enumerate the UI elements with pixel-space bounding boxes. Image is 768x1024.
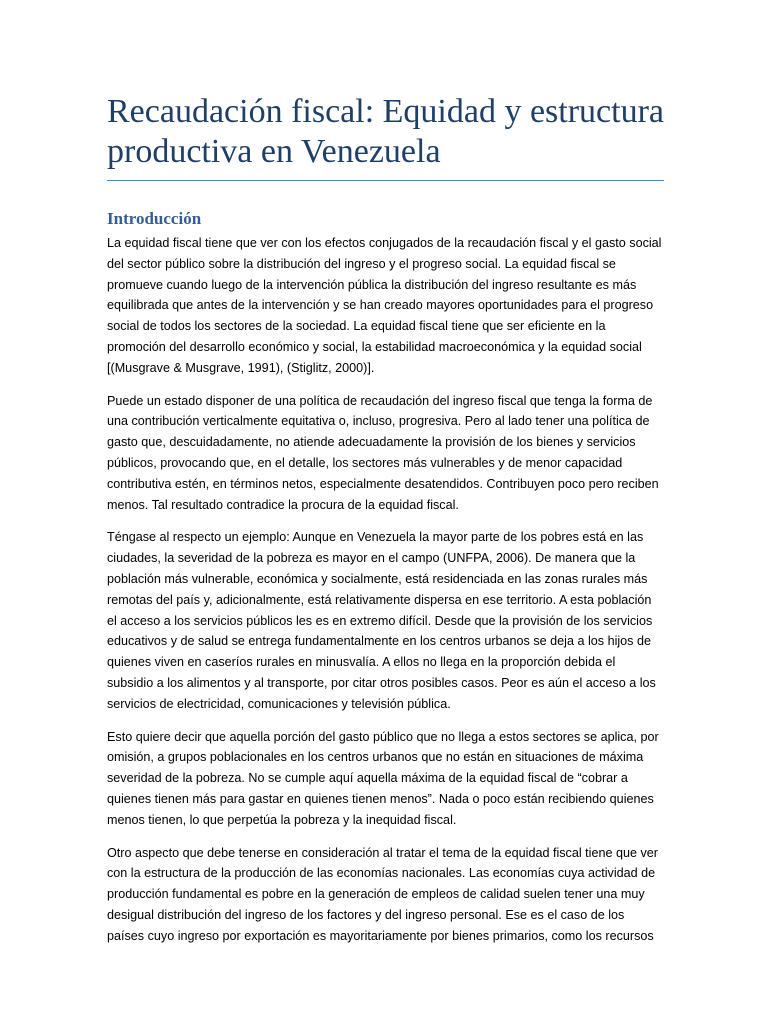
document-title: Recaudación fiscal: Equidad y estructura productiva en Venezuela (107, 92, 664, 181)
paragraph-1: La equidad fiscal tiene que ver con los efectos conjugados de la recaudación fiscal y el gasto social del sector público sobre la distribución del ingreso y el progreso social. La equidad fiscal se promueve cuando luego de la intervención pública la distribución del ingreso resultante es más equilibrada que antes de la intervención y se han creado mayores oportunidades para el progreso social de todos los sectores de la sociedad. La equidad fiscal tiene que ser eficiente en la promoción del desarrollo económico y social, la estabilidad macroeconómica y la equidad social [(Musgrave & Musgrave, 1991), (Stiglitz, 2000)]. (107, 236, 662, 375)
paragraph-3: Téngase al respecto un ejemplo: Aunque en Venezuela la mayor parte de los pobres está en las ciudades, la severidad de la pobreza es mayor en el campo (UNFPA, 2006). De manera que la población más vulnerable, económica y socialmente, está residenciada en las zonas rurales más remotas del país y, adicionalmente, está relativamente dispersa en ese territorio. A esta población el acceso a los servicios públicos les es en extremo difícil. Desde que la provisión de los servicios educativos y de salud se entrega fundamentalmente en los centros urbanos se deja a los hijos de quienes viven en caseríos rurales en minusvalía. A ellos no llega en la proporción debida el subsidio a los alimentos y al transporte, por citar otros posibles casos. Peor es aún el acceso a los servicios de electricidad, comunicaciones y televisión pública. (107, 530, 656, 711)
paragraph-5: Otro aspecto que debe tenerse en consideración al tratar el tema de la equidad fiscal tiene que ver con la estructura de la producción de las economías nacionales. Las economías cuya actividad de producción fundamental es pobre en la generación de empleos de calidad suelen tener una muy desigual distribución del ingreso de los factores y del ingreso personal. Ese es el caso de los países cuyo ingreso por exportación es mayoritariamente por bienes primarios, como los recursos (107, 845, 658, 943)
paragraph-2: Puede un estado disponer de una política de recaudación del ingreso fiscal que tenga la forma de una contribución verticalmente equitativa o, incluso, progresiva. Pero al lado tener una política de gasto que, descuidadamente, no atiende adecuadamente la provisión de los bienes y servicios públicos, provocando que, en el detalle, los sectores más vulnerables y de menor capacidad contributiva estén, en términos netos, especialmente desatendidos. Contribuyen poco pero reciben menos. Tal resultado contradice la procura de la equidad fiscal. (107, 393, 659, 512)
section-heading: Introducción (107, 209, 202, 228)
paragraph-4: Esto quiere decir que aquella porción del gasto público que no llega a estos sectores se aplica, por omisión, a grupos poblacionales en los centros urbanos que no están en situaciones de máxima severidad de la pobreza. No se cumple aquí aquella máxima de la equidad fiscal de “cobrar a quienes tienen más para gastar en quienes tienen menos”. Nada o poco están recibiendo quienes menos tienen, lo que perpetúa la pobreza y la inequidad fiscal. (107, 729, 659, 827)
